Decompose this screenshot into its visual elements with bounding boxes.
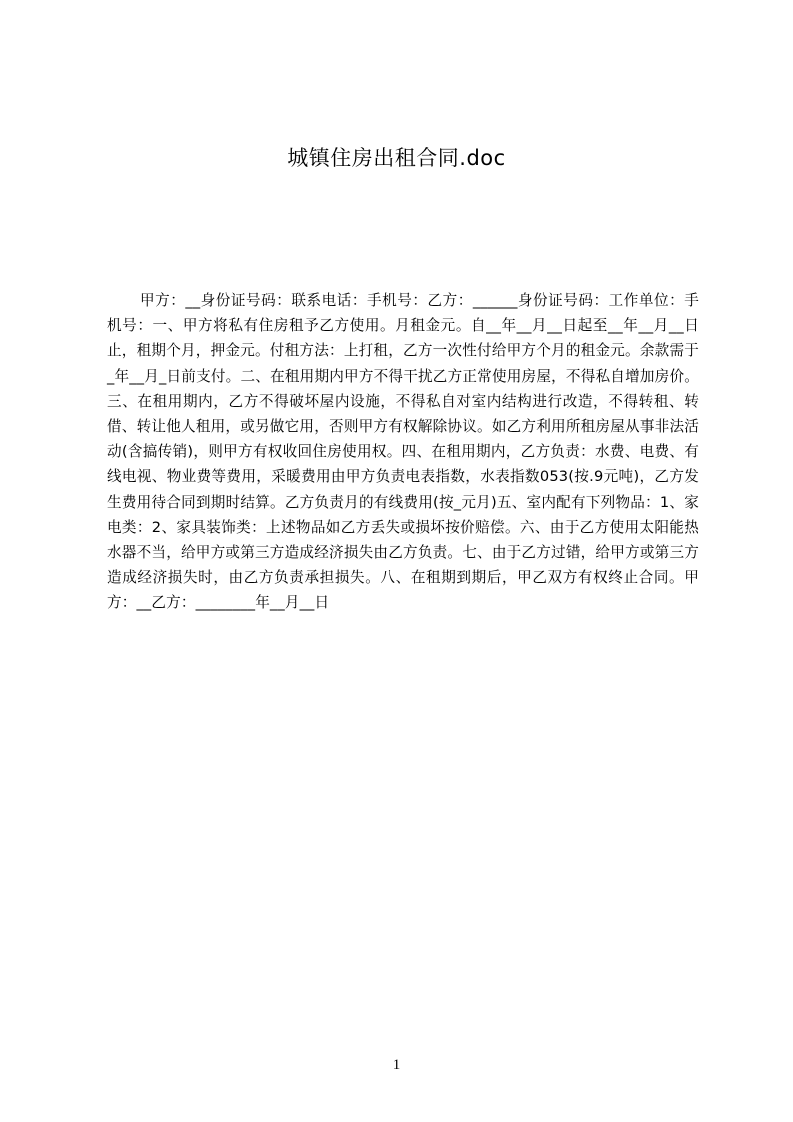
page-number: 1 bbox=[392, 1057, 401, 1073]
document-title: 城镇住房出租合同.doc bbox=[287, 146, 506, 170]
contract-body-paragraph: 甲方：__身份证号码：联系电话：手机号：乙方：______身份证号码：工作单位：手机号：一、甲方将私有住房租予乙方使用。月租金元。自__年__月__日起至__年__月__日止，租期个月，押金元。付租方法：上打租，乙方一次性付给甲方个月的租金元。余款需于_年__月_日前支付。二、在租用期内甲方不得干扰乙方正常使用房屋，不得私自增加房价。三、在租用期内，乙方不得破坏屋内设施，不得私自对室内结构进行改造，不得转租、转借、转让他人租用，或另做它用，否则甲方有权解除协议。如乙方利用所租房屋从事非法活动(含搞传销)，则甲方有权收回住房使用权。四、在租用期内，乙方负责：水费、电费、有线电视、物业费等费用，采暖费用由甲方负责电表指数，水表指数053(按.9元吨)，乙方发生费用待合同到期时结算。乙方负责月的有线费用(按_元月)五、室内配有下列物品：1、家电类：2、家具装饰类：上述物品如乙方丢失或损坏按价赔偿。六、由于乙方使用太阳能热水器不当，给甲方或第三方造成经济损失由乙方负责。七、由于乙方过错，给甲方或第三方造成经济损失时，由乙方负责承担损失。八、在租期到期后，甲乙双方有权终止合同。甲方：__乙方：________年__月__日 bbox=[107, 292, 699, 612]
